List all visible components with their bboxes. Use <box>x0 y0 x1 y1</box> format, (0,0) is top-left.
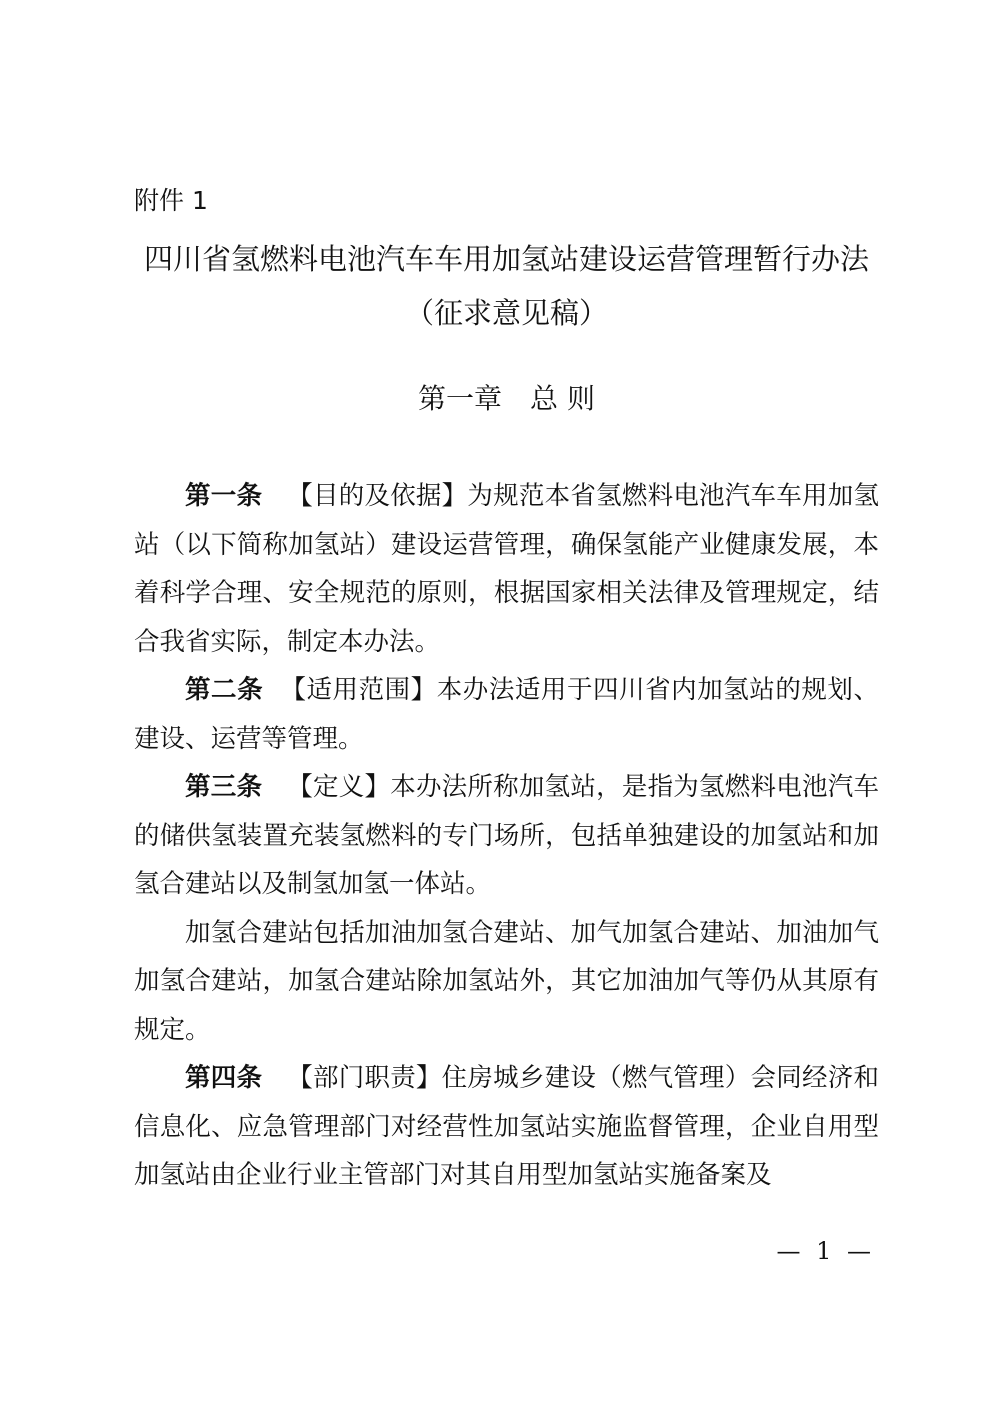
article-text: 为规范本省氢燃料电池汽车车用加氢站（以下简称加氢站）建设运营管理，确保氢能产业健康发展，本着科学合理、安全规范的原则，根据国家相关法律及管理规定，结合我省实际，制定本办法。 <box>134 481 879 657</box>
article-label: 第一条 <box>185 481 263 511</box>
article-paragraph <box>134 909 879 1055</box>
article-paragraph <box>134 763 879 909</box>
article-paragraph <box>134 472 879 666</box>
article-text: 加氢合建站包括加油加氢合建站、加气加氢合建站、加油加气加氢合建站，加氢合建站除加氢站外，其它加油加气等仍从其原有规定。 <box>134 917 879 1045</box>
article-tag: 【目的及依据】 <box>287 481 468 511</box>
article-text: 住房城乡建设（燃气管理）会同经济和信息化、应急管理部门对经营性加氢站实施监督管理，企业自用型加氢站由企业行业主管部门对其自用型加氢站实施备案及 <box>134 1063 879 1190</box>
article-label: 第二条 <box>185 675 264 705</box>
article-label: 第三条 <box>185 772 263 802</box>
article-paragraph <box>134 1054 879 1200</box>
document-body <box>134 472 879 1200</box>
article-tag: 【定义】 <box>287 772 391 802</box>
article-tag: 【部门职责】 <box>287 1063 442 1093</box>
page-number: — 1 — <box>776 1237 875 1265</box>
article-label: 第四条 <box>185 1063 263 1093</box>
attachment-label: 附件 1 <box>134 186 208 215</box>
chapter-heading: 第一章 总 则 <box>418 382 595 415</box>
article-paragraph <box>134 666 879 763</box>
article-text: 本办法所称加氢站，是指为氢燃料电池汽车的储供氢装置充装氢燃料的专门场所，包括单独建设的加氢站和加氢合建站以及制氢加氢一体站。 <box>134 772 879 899</box>
document-title: 四川省氢燃料电池汽车车用加氢站建设运营管理暂行办法（征求意见稿） <box>143 242 869 330</box>
article-tag: 【适用范围】 <box>280 675 437 705</box>
article-text: 本办法适用于四川省内加氢站的规划、建设、运营等管理。 <box>134 675 879 754</box>
